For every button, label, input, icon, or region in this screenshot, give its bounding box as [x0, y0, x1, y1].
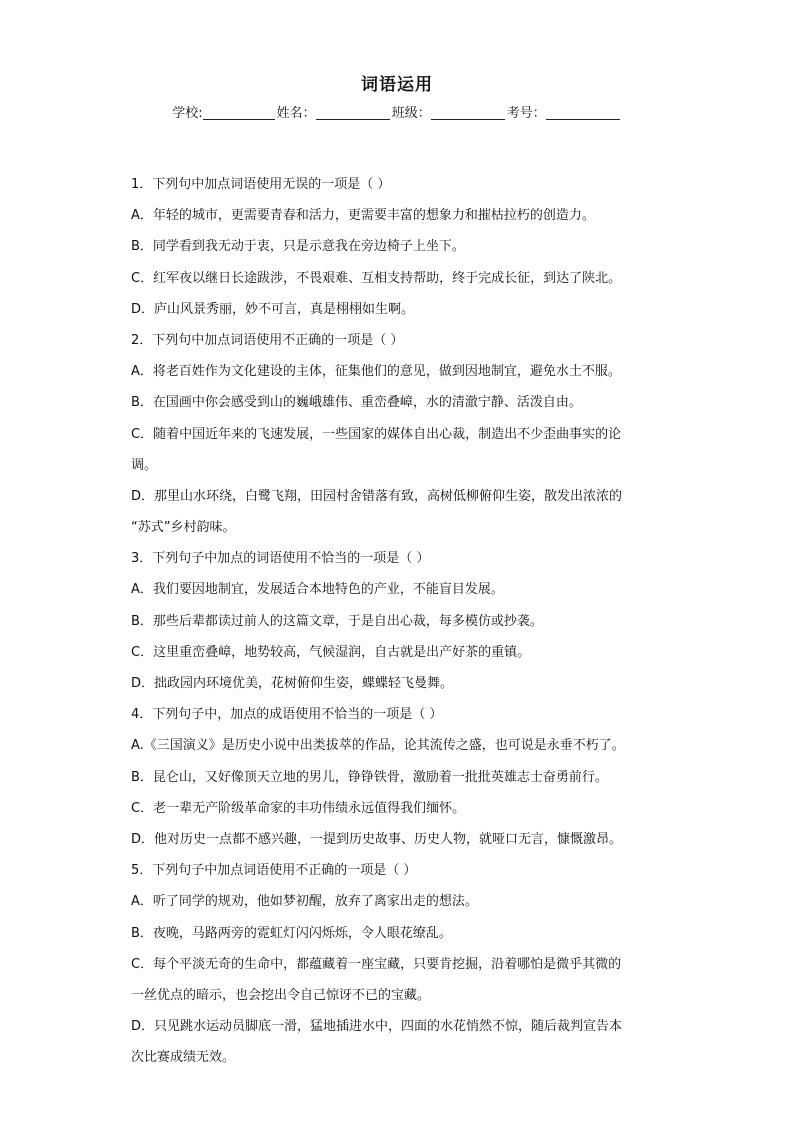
option-text-line: D．他对历史一点都不感兴趣，一提到历史故事、历史人物，就哑口无言，慷慨激昂。	[131, 831, 623, 847]
option-text-line: D．庐山风景秀丽，妙不可言，真是栩栩如生啊。	[131, 301, 415, 317]
exam-no-label: 考号：	[506, 106, 546, 121]
option-text-line: A．我们要因地制宜，发展适合本地特色的产业，不能盲目发展。	[131, 582, 504, 598]
answer-option[interactable]	[131, 793, 665, 824]
question-list	[131, 169, 665, 1073]
question-stem: 2．下列句中加点词语使用不正确的一项是（ ）	[131, 332, 404, 348]
answer-option[interactable]	[131, 886, 665, 917]
option-text-line: A．将老百姓作为文化建设的主体，征集他们的意见，做到因地制宜，避免水土不服。	[131, 364, 621, 380]
option-text-line: A.《三国演义》是历史小说中出类拔萃的作品，论其流传之盛，也可说是永垂不朽了。	[131, 738, 625, 754]
answer-option[interactable]	[131, 1011, 665, 1073]
answer-option[interactable]	[131, 294, 665, 325]
option-text-line: 一丝优点的暗示，也会挖出令自己惊讶不已的宝藏。	[131, 987, 431, 1003]
option-text-line: B．夜晚，马路两旁的霓虹灯闪闪烁烁，令人眼花缭乱。	[131, 925, 452, 941]
question-1	[131, 169, 665, 325]
option-text-line: A．年轻的城市，更需要青春和活力，更需要丰富的想象力和摧枯拉朽的创造力。	[131, 208, 595, 224]
class-blank[interactable]	[431, 105, 505, 120]
answer-option[interactable]	[131, 200, 665, 231]
option-text-line: 调。	[131, 457, 158, 473]
option-text-line: B．昆仑山，又好像顶天立地的男儿，铮铮铁骨，激励着一批批英雄志士奋勇前行。	[131, 769, 608, 785]
answer-option[interactable]	[131, 606, 665, 637]
answer-option[interactable]	[131, 419, 665, 481]
option-text-line: D．那里山水环绕，白鹭飞翔，田园村舍错落有致，高树低柳俯仰生姿，散发出浓浓的	[131, 488, 623, 504]
answer-option[interactable]	[131, 481, 665, 543]
answer-option[interactable]	[131, 918, 665, 949]
option-text-line: B．在国画中你会感受到山的巍峨雄伟、重峦叠嶂，水的清澈宁静、活泼自由。	[131, 395, 582, 411]
page-title: 词语运用	[361, 75, 433, 95]
student-info-line	[0, 102, 794, 121]
answer-option[interactable]	[131, 730, 665, 761]
question-5	[131, 855, 665, 1073]
name-blank[interactable]	[316, 105, 390, 120]
question-stem: 5．下列句子中加点词语使用不正确的一项是（ ）	[131, 863, 417, 879]
option-text-line: D．拙政园内环境优美，花树俯仰生姿，蝶蝶轻飞曼舞。	[131, 676, 454, 691]
answer-option[interactable]	[131, 762, 665, 793]
question-stem: 1．下列句中加点词语使用无误的一项是（ ）	[131, 177, 391, 192]
answer-option[interactable]	[131, 668, 665, 699]
option-text-line: C．老一辈无产阶级革命家的丰功伟绩永远值得我们缅怀。	[131, 800, 466, 816]
option-text-line: C．红军夜以继日长途跋涉，不畏艰难、互相支持帮助，终于完成长征，到达了陕北。	[131, 270, 622, 286]
option-text-line: B．那些后辈都读过前人的这篇文章，于是自出心裁，每多模仿或抄袭。	[131, 613, 543, 629]
answer-option[interactable]	[131, 949, 665, 1011]
exam-no-blank[interactable]	[546, 105, 620, 120]
class-label: 班级：	[391, 106, 431, 121]
answer-option[interactable]	[131, 574, 665, 605]
question-2	[131, 325, 665, 543]
school-blank[interactable]	[203, 105, 275, 120]
option-text-line: B．同学看到我无动于衷，只是示意我在旁边椅子上坐下。	[131, 239, 465, 255]
option-text-line: C．这里重峦叠嶂，地势较高，气候湿润，自古就是出产好茶的重镇。	[131, 644, 531, 660]
option-text-line: A．听了同学的规劝，他如梦初醒，放弃了离家出走的想法。	[131, 894, 478, 910]
option-text-line: C．随着中国近年来的飞速发展，一些国家的媒体自出心裁，制造出不少歪曲事实的论	[131, 426, 622, 442]
answer-option[interactable]	[131, 231, 665, 262]
option-text-line: 次比赛成绩无效。	[131, 1050, 236, 1066]
option-text-line: “苏式”乡村韵味。	[131, 520, 236, 536]
answer-option[interactable]	[131, 263, 665, 294]
name-label: 姓名：	[276, 106, 316, 121]
answer-option[interactable]	[131, 637, 665, 668]
answer-option[interactable]	[131, 356, 665, 387]
option-text-line: D．只见跳水运动员脚底一滑，猛地插进水中，四面的水花悄然不惊，随后裁判宣告本	[131, 1019, 623, 1035]
question-stem: 4．下列句子中，加点的成语使用不恰当的一项是（ ）	[131, 707, 443, 723]
option-text-line: C．每个平淡无奇的生命中，都蕴藏着一座宝藏，只要肯挖掘，沿着哪怕是微乎其微的	[131, 956, 622, 972]
school-label: 学校:	[172, 106, 203, 121]
question-stem: 3．下列句子中加点的词语使用不恰当的一项是（ ）	[131, 551, 430, 567]
answer-option[interactable]	[131, 824, 665, 855]
question-4	[131, 699, 665, 855]
answer-option[interactable]	[131, 387, 665, 418]
question-3	[131, 543, 665, 699]
